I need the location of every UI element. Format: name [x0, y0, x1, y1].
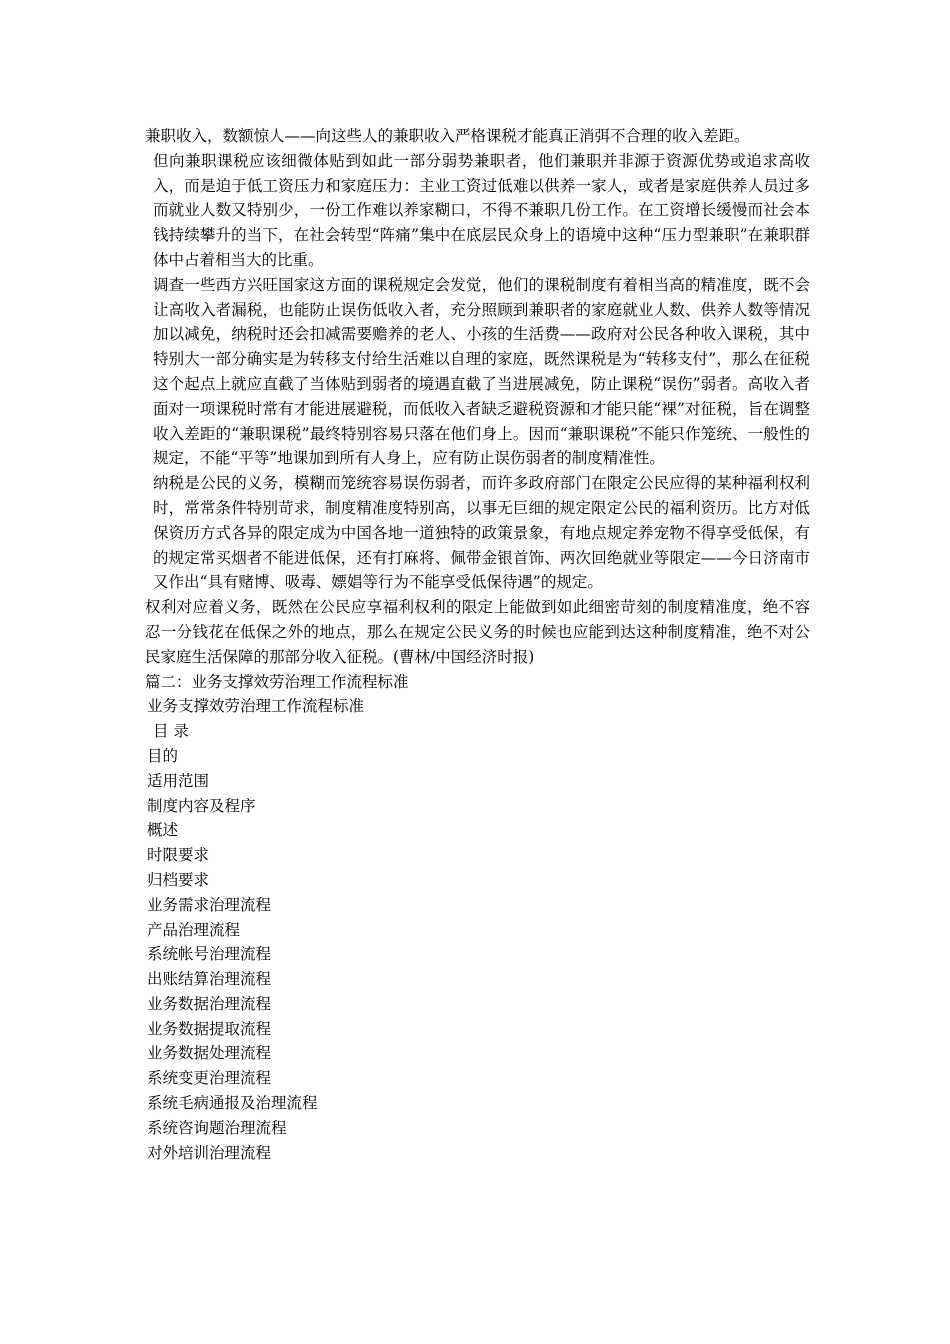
paragraph-rights-duties: 权利对应着义务，既然在公民应享福利权利的限定上能做到如此细密苛刻的制度精准度，绝不容忍一分钱花在低保之外的地点，那么在规定公民义务的时候也应能到达这种制度精准，绝不对公民家庭生活保障的那部分收入征税。(曹林/中国经济时报)	[145, 598, 810, 666]
paragraph-western-tax: 调查一些西方兴旺国家这方面的课税规定会发觉，他们的课税制度有着相当高的精准度，既不会让高收入者漏税，也能防止误伤低收入者，充分照顾到兼职者的家庭就业人数、供养人数等情况加以减免，纳税时还会扣减需要赡养的老人、小孩的生活费——政府对公民各种收入课税，其中特别大一部分确实是为转移支付给生活难以自理的家庭，既然课税是为“转移支付”，那么在征税这个起点上就应直截了当体贴到弱者的境遇直截了当进展减免，防止课税“误伤”弱者。高收入者面对一项课税时常有才能进展避税，而低收入者缺乏避税资源和才能只能“裸”对征税，旨在调整收入差距的“兼职课税”最终特别容易只落在他们身上。因而“兼职课税”不能只作笼统、一般性的规定，不能“平等”地课加到所有人身上，应有防止误伤弱者的制度精准性。	[153, 275, 810, 468]
toc-item: 业务数据治理流程	[147, 994, 272, 1013]
toc-item: 目的	[147, 746, 179, 765]
toc-item: 业务数据处理流程	[147, 1044, 272, 1063]
toc-item: 概述	[147, 821, 179, 840]
toc-item: 业务需求治理流程	[147, 895, 272, 914]
toc-item: 适用范围	[147, 771, 210, 790]
toc-item: 制度内容及程序	[147, 796, 256, 815]
toc-item: 系统帐号治理流程	[147, 945, 272, 964]
toc-item: 系统变更治理流程	[147, 1069, 272, 1088]
paragraph-income-gap: 兼职收入，数额惊人——向这些人的兼职收入严格课税才能真正消弭不合理的收入差距。	[145, 127, 750, 145]
toc-item: 系统咨询题治理流程	[147, 1118, 287, 1137]
toc-item: 对外培训治理流程	[147, 1143, 272, 1162]
toc-item: 产品治理流程	[147, 920, 241, 939]
section-heading: 篇二：业务支撑效劳治理工作流程标准	[145, 672, 409, 691]
toc-item: 系统毛病通报及治理流程	[147, 1094, 318, 1113]
toc-title: 目 录	[153, 722, 189, 741]
paragraph-pressure-parttime: 但向兼职课税应该细微体贴到如此一部分弱势兼职者，他们兼职并非源于资源优势或追求高收入，而是迫于低工资压力和家庭压力：主业工资过低难以供养一家人，或者是家庭供养人员过多而就业人数又特别少，一份工作难以养家糊口，不得不兼职几份工作。在工资增长缓慢而社会本钱持续攀升的当下，在社会转型“阵痛”集中在底层民众身上的语境中这种“压力型兼职”在兼职群体中占着相当大的比重。	[153, 151, 810, 269]
toc-list	[145, 744, 810, 1166]
section-subheading: 业务支撑效劳治理工作流程标准	[147, 697, 365, 716]
toc-item: 业务数据提取流程	[147, 1019, 272, 1038]
toc-item: 时限要求	[147, 846, 210, 865]
toc-item: 归档要求	[147, 870, 210, 889]
toc-item: 出账结算治理流程	[147, 970, 272, 989]
document-page	[145, 124, 810, 1165]
paragraph-tax-duty: 纳税是公民的义务，模糊而笼统容易误伤弱者，而许多政府部门在限定公民应得的某种福利权利时，常常条件特别苛求，制度精准度特别高，以事无巨细的规定限定公民的福利资历。比方对低保资历方式各异的限定成为中国各地一道独特的政策景象，有地点规定养宠物不得享受低保，有的规定常买烟者不能进低保，还有打麻将、佩带金银首饰、两次回绝就业等限定——今日济南市又作出“具有赌博、吸毒、嫖娼等行为不能享受低保待遇”的规定。	[153, 474, 810, 592]
